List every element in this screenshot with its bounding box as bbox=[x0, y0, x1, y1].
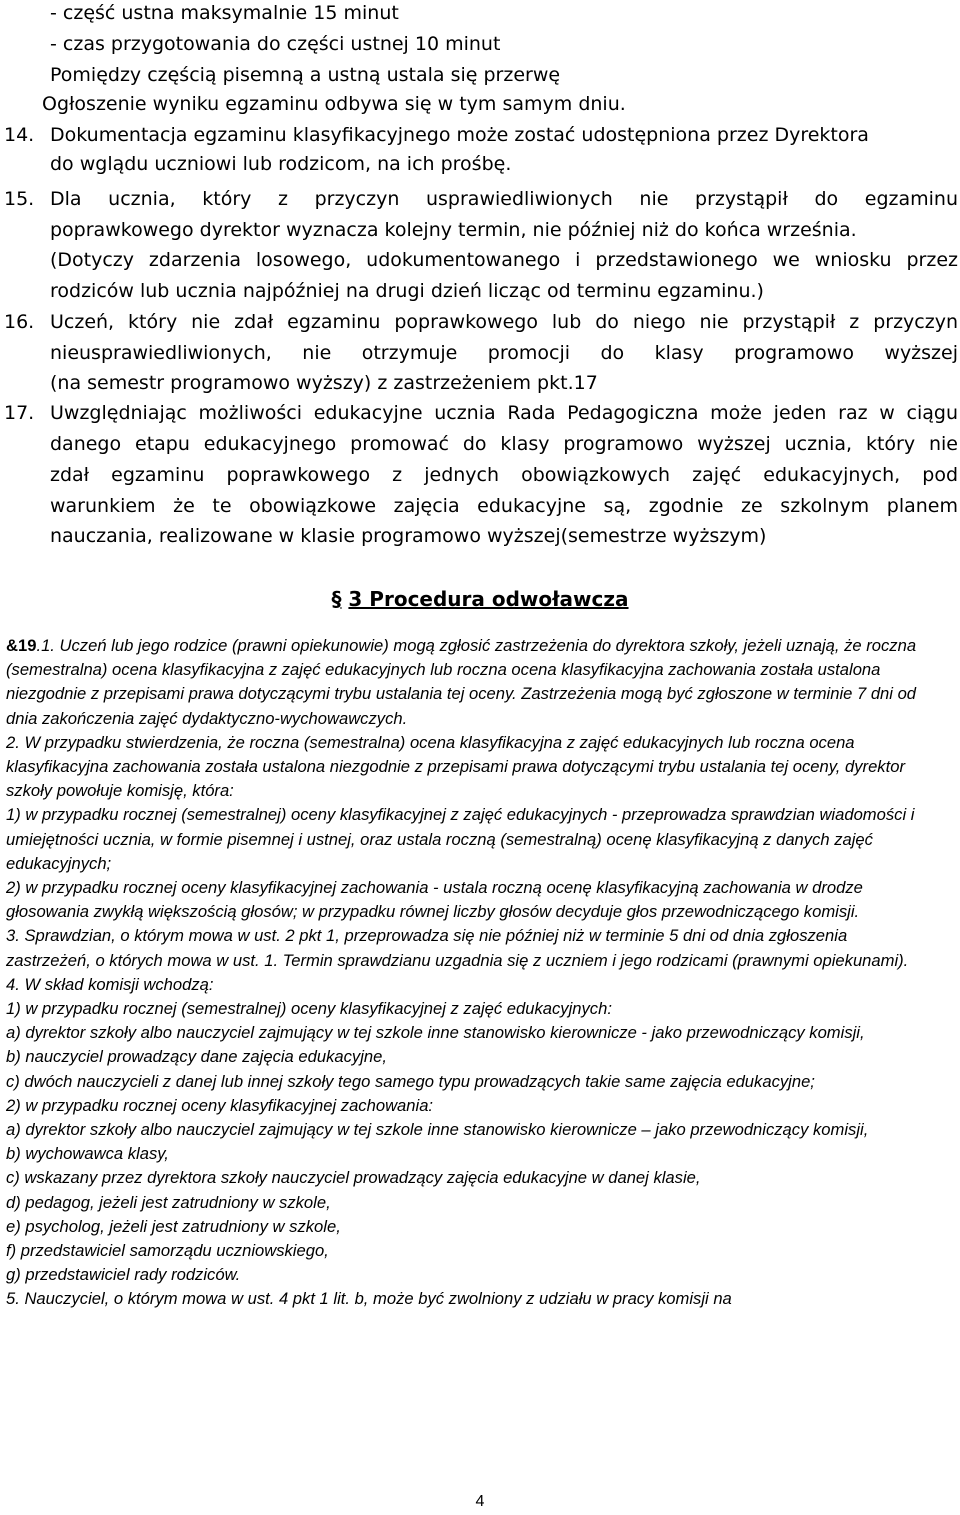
item-15-line-1: Dla ucznia, który z przyczyn usprawiedliwionych nie przystąpił do egzaminu bbox=[50, 188, 958, 210]
paragraph-4-point-1-b: b) nauczyciel prowadzący dane zajęcia edukacyjne, bbox=[6, 1047, 387, 1067]
paragraph-symbol: &19 bbox=[6, 636, 37, 655]
paragraph-4-point-2-e: e) psycholog, jeżeli jest zatrudniony w szkole, bbox=[6, 1216, 341, 1236]
paragraph-1 bbox=[6, 634, 936, 731]
item-17-line-5: nauczania, realizowane w klasie programowo wyższej(semestrze wyższym) bbox=[50, 525, 767, 547]
paragraph-3: 3. Sprawdzian, o którym mowa w ust. 2 pkt 1, przeprowadza się nie później niż w terminie 5 dni od dnia zgłoszenia zastrzeżeń, o których mowa w ust. 1. Termin sprawdzianu uzgadnia się z uczniem i jego rodzicami (prawnymi opiekunami). bbox=[6, 926, 909, 970]
paragraph-4-point-1-a: a) dyrektor szkoły albo nauczyciel zajmujący w tej szkole inne stanowisko kierownicze - jako przewodniczący komisji, bbox=[6, 1023, 865, 1043]
paragraph-4-point-2-b: b) wychowawca klasy, bbox=[6, 1144, 169, 1164]
item-17-line-2: danego etapu edukacyjnego promować do klasy programowo wyższej ucznia, który nie bbox=[50, 433, 958, 455]
item-16-line-1: Uczeń, który nie zdał egzaminu poprawkowego lub do niego nie przystąpił z przyczyn bbox=[50, 311, 958, 333]
item-15-line-2: poprawkowego dyrektor wyznacza kolejny termin, nie później niż do końca września. bbox=[50, 219, 857, 241]
section-symbol: § bbox=[331, 587, 342, 611]
paragraph-4: 4. W skład komisji wchodzą: bbox=[6, 974, 214, 994]
item-17-line-4: warunkiem że te obowiązkowe zajęcia edukacyjne są, zgodnie ze szkolnym planem bbox=[50, 495, 958, 517]
item-16-line-3: (na semestr programowo wyższy) z zastrzeżeniem pkt.17 bbox=[50, 372, 598, 394]
item-17-line-3: zdał egzaminu poprawkowego z jednych obowiązkowych zajęć edukacyjnych, pod bbox=[50, 464, 958, 486]
paragraph-1-text: .1. Uczeń lub jego rodzice (prawni opiekunowie) mogą zgłosić zastrzeżenia do dyrektora szkoły, jeżeli uznają, że roczna (semestralna) ocena klasyfikacyjna z zajęć edukacyjnych lub roczna ocena klasyfikacyjna zachowania została ustalona niezgodnie z przepisami prawa dotyczącymi trybu ustalania tej oceny. Zastrzeżenia mogą być zgłoszone w terminie 7 dni od dnia zakończenia zajęć dydaktyczno-wychowawczych. bbox=[6, 636, 917, 728]
paragraph-2-point-1: 1) w przypadku rocznej (semestralnej) oceny klasyfikacyjnej z zajęć edukacyjnych - przeprowadza sprawdzian wiadomości i umiejętności ucznia, w formie pisemnej i ustnej, oraz ustala roczną (semestralną) ocenę klasyfikacyjną z danych zajęć edukacyjnych; bbox=[6, 805, 915, 873]
paragraph-4-point-1: 1) w przypadku rocznej (semestralnej) oceny klasyfikacyjnej z zajęć edukacyjnych: bbox=[6, 999, 612, 1019]
paragraph-4-point-2-a: a) dyrektor szkoły albo nauczyciel zajmujący w tej szkole inne stanowisko kierownicze – jako przewodniczący komisji, bbox=[6, 1120, 869, 1140]
item-14-line-2: do wglądu uczniowi lub rodzicom, na ich prośbę. bbox=[50, 153, 512, 175]
line-results: Ogłoszenie wyniku egzaminu odbywa się w tym samym dniu. bbox=[42, 93, 626, 115]
item-number-17: 17. bbox=[4, 402, 35, 424]
item-number-14: 14. bbox=[4, 124, 35, 146]
item-15-line-3: (Dotyczy zdarzenia losowego, udokumentowanego i przedstawionego we wniosku przez bbox=[50, 249, 958, 271]
paragraph-4-point-2-d: d) pedagog, jeżeli jest zatrudniony w szkole, bbox=[6, 1192, 331, 1212]
item-16-line-2: nieusprawiedliwionych, nie otrzymuje promocji do klasy programowo wyższej bbox=[50, 342, 958, 364]
section-title: 3 Procedura odwoławcza bbox=[348, 587, 629, 611]
paragraph-2: 2. W przypadku stwierdzenia, że roczna (semestralna) ocena klasyfikacyjna z zajęć edukacyjnych lub roczna ocena klasyfikacyjna zachowania została ustalona niezgodnie z przepisami prawa dotyczącymi trybu ustalania tej oceny, dyrektor szkoły powołuje komisję, która: bbox=[6, 732, 905, 801]
appeal-procedure-section bbox=[6, 634, 936, 1312]
paragraph-5: 5. Nauczyciel, o którym mowa w ust. 4 pkt 1 lit. b, może być zwolniony z udziału w pracy komisji na bbox=[6, 1289, 732, 1309]
paragraph-4-point-2-f: f) przedstawiciel samorządu uczniowskiego, bbox=[6, 1241, 329, 1261]
line-oral-max: - część ustna maksymalnie 15 minut bbox=[50, 2, 399, 24]
paragraph-4-point-2: 2) w przypadku rocznej oceny klasyfikacyjnej zachowania: bbox=[6, 1095, 434, 1115]
line-prep-time: - czas przygotowania do części ustnej 10 minut bbox=[50, 33, 501, 55]
item-number-15: 15. bbox=[4, 188, 35, 210]
item-14-line-1: Dokumentacja egzaminu klasyfikacyjnego może zostać udostępniona przez Dyrektora bbox=[50, 124, 869, 146]
line-break: Pomiędzy częścią pisemną a ustną ustala się przerwę bbox=[50, 64, 561, 86]
section-heading bbox=[0, 582, 960, 616]
paragraph-4-point-2-g: g) przedstawiciel rady rodziców. bbox=[6, 1265, 241, 1285]
page-number: 4 bbox=[475, 1493, 485, 1510]
item-17-line-1: Uwzględniając możliwości edukacyjne ucznia Rada Pedagogiczna może jeden raz w ciągu bbox=[50, 402, 958, 424]
item-number-16: 16. bbox=[4, 311, 35, 333]
paragraph-2-point-2: 2) w przypadku rocznej oceny klasyfikacyjnej zachowania - ustala roczną ocenę klasyfikacyjną zachowania w drodze głosowania zwykłą większością głosów; w przypadku równej liczby głosów decyduje głos przewodniczącego komisji. bbox=[6, 878, 863, 922]
paragraph-4-point-2-c: c) wskazany przez dyrektora szkoły nauczyciel prowadzący zajęcia edukacyjne w danej klasie, bbox=[6, 1168, 701, 1188]
item-15-line-4: rodziców lub ucznia najpóźniej na drugi dzień licząc od terminu egzaminu.) bbox=[50, 280, 764, 302]
paragraph-4-point-1-c: c) dwóch nauczycieli z danej lub innej szkoły tego samego typu prowadzących takie same zajęcia edukacyjne; bbox=[6, 1071, 815, 1091]
